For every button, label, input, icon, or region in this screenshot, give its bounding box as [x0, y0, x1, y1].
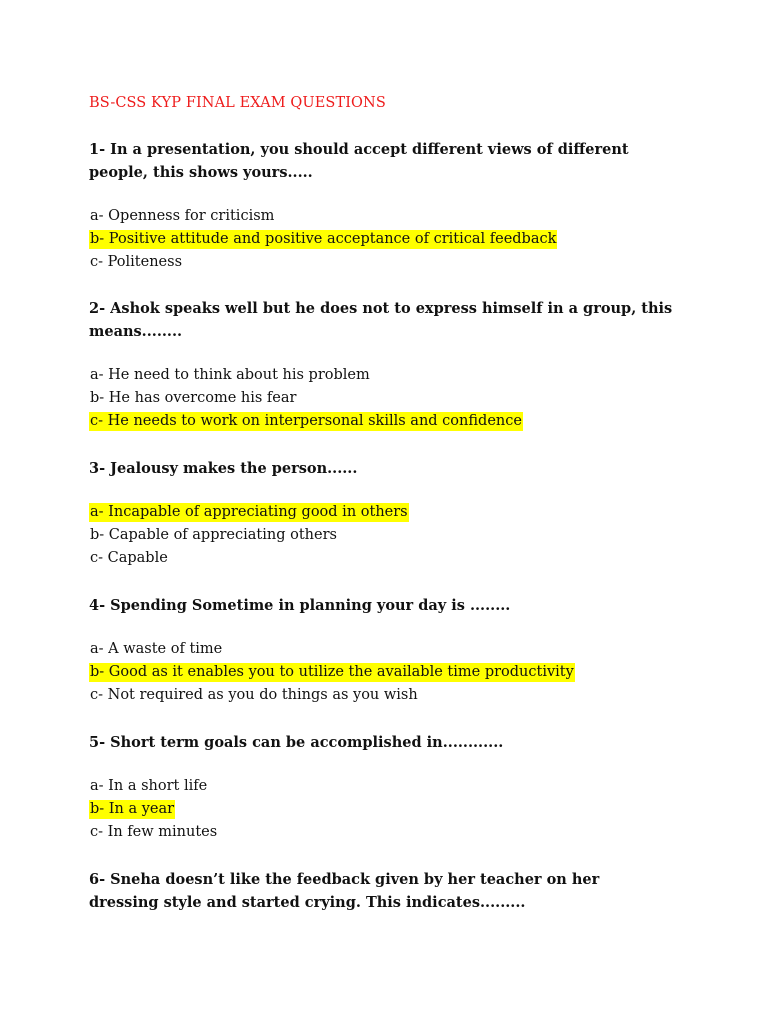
option-label: b- In a year [90, 801, 175, 817]
question-block-1 [89, 138, 689, 274]
option-label: c- He needs to work on interpersonal skills and confidence [90, 413, 522, 429]
question-text: 3- Jealousy makes the person...... [89, 460, 358, 477]
option-b-highlighted-answer [89, 798, 689, 821]
question-text: 5- Short term goals can be accomplished in............ [89, 734, 504, 751]
document-title: BS-CSS KYP FINAL EXAM QUESTIONS [89, 95, 386, 111]
question-block-2 [89, 297, 689, 433]
option-label: b- Positive attitude and positive acceptance of critical feedback [90, 231, 557, 247]
option-label: a- He need to think about his problem [90, 367, 370, 383]
question-block-3 [89, 457, 689, 570]
question-text: 6- Sneha doesn’t like the feedback given by her teacher on her dressing style and started crying. This indicates......... [89, 871, 600, 911]
option-c [89, 547, 689, 570]
option-list [89, 364, 689, 433]
option-c [89, 821, 689, 844]
option-b-highlighted-answer [89, 228, 689, 251]
option-c [89, 684, 689, 707]
option-b [89, 524, 689, 547]
option-label: c- Not required as you do things as you wish [90, 687, 418, 703]
option-label: b- Capable of appreciating others [90, 527, 337, 543]
question-text: 2- Ashok speaks well but he does not to express himself in a group, this means........ [89, 300, 673, 340]
question-block-6 [89, 868, 689, 914]
option-label: b- Good as it enables you to utilize the available time productivity [90, 664, 574, 680]
option-label: b- He has overcome his fear [90, 390, 297, 406]
option-list [89, 501, 689, 570]
option-b [89, 387, 689, 410]
option-label: a- Incapable of appreciating good in others [90, 504, 408, 520]
option-a [89, 638, 689, 661]
option-a [89, 775, 689, 798]
question-block-5 [89, 731, 689, 844]
option-list [89, 775, 689, 844]
option-a [89, 364, 689, 387]
option-label: c- In few minutes [90, 824, 218, 840]
option-label: a- Openness for criticism [90, 208, 275, 224]
option-list [89, 638, 689, 707]
option-b-highlighted-answer [89, 661, 689, 684]
option-label: a- A waste of time [90, 641, 223, 657]
question-block-4 [89, 594, 689, 707]
option-label: a- In a short life [90, 778, 208, 794]
question-text: 1- In a presentation, you should accept different views of different people, this shows yours..... [89, 141, 629, 181]
option-label: c- Capable [90, 550, 168, 566]
option-c-highlighted-answer [89, 410, 689, 433]
option-c [89, 251, 689, 274]
option-list [89, 205, 689, 274]
option-a [89, 205, 689, 228]
option-a-highlighted-answer [89, 501, 689, 524]
option-label: c- Politeness [90, 254, 183, 270]
question-text: 4- Spending Sometime in planning your day is ........ [89, 597, 511, 614]
